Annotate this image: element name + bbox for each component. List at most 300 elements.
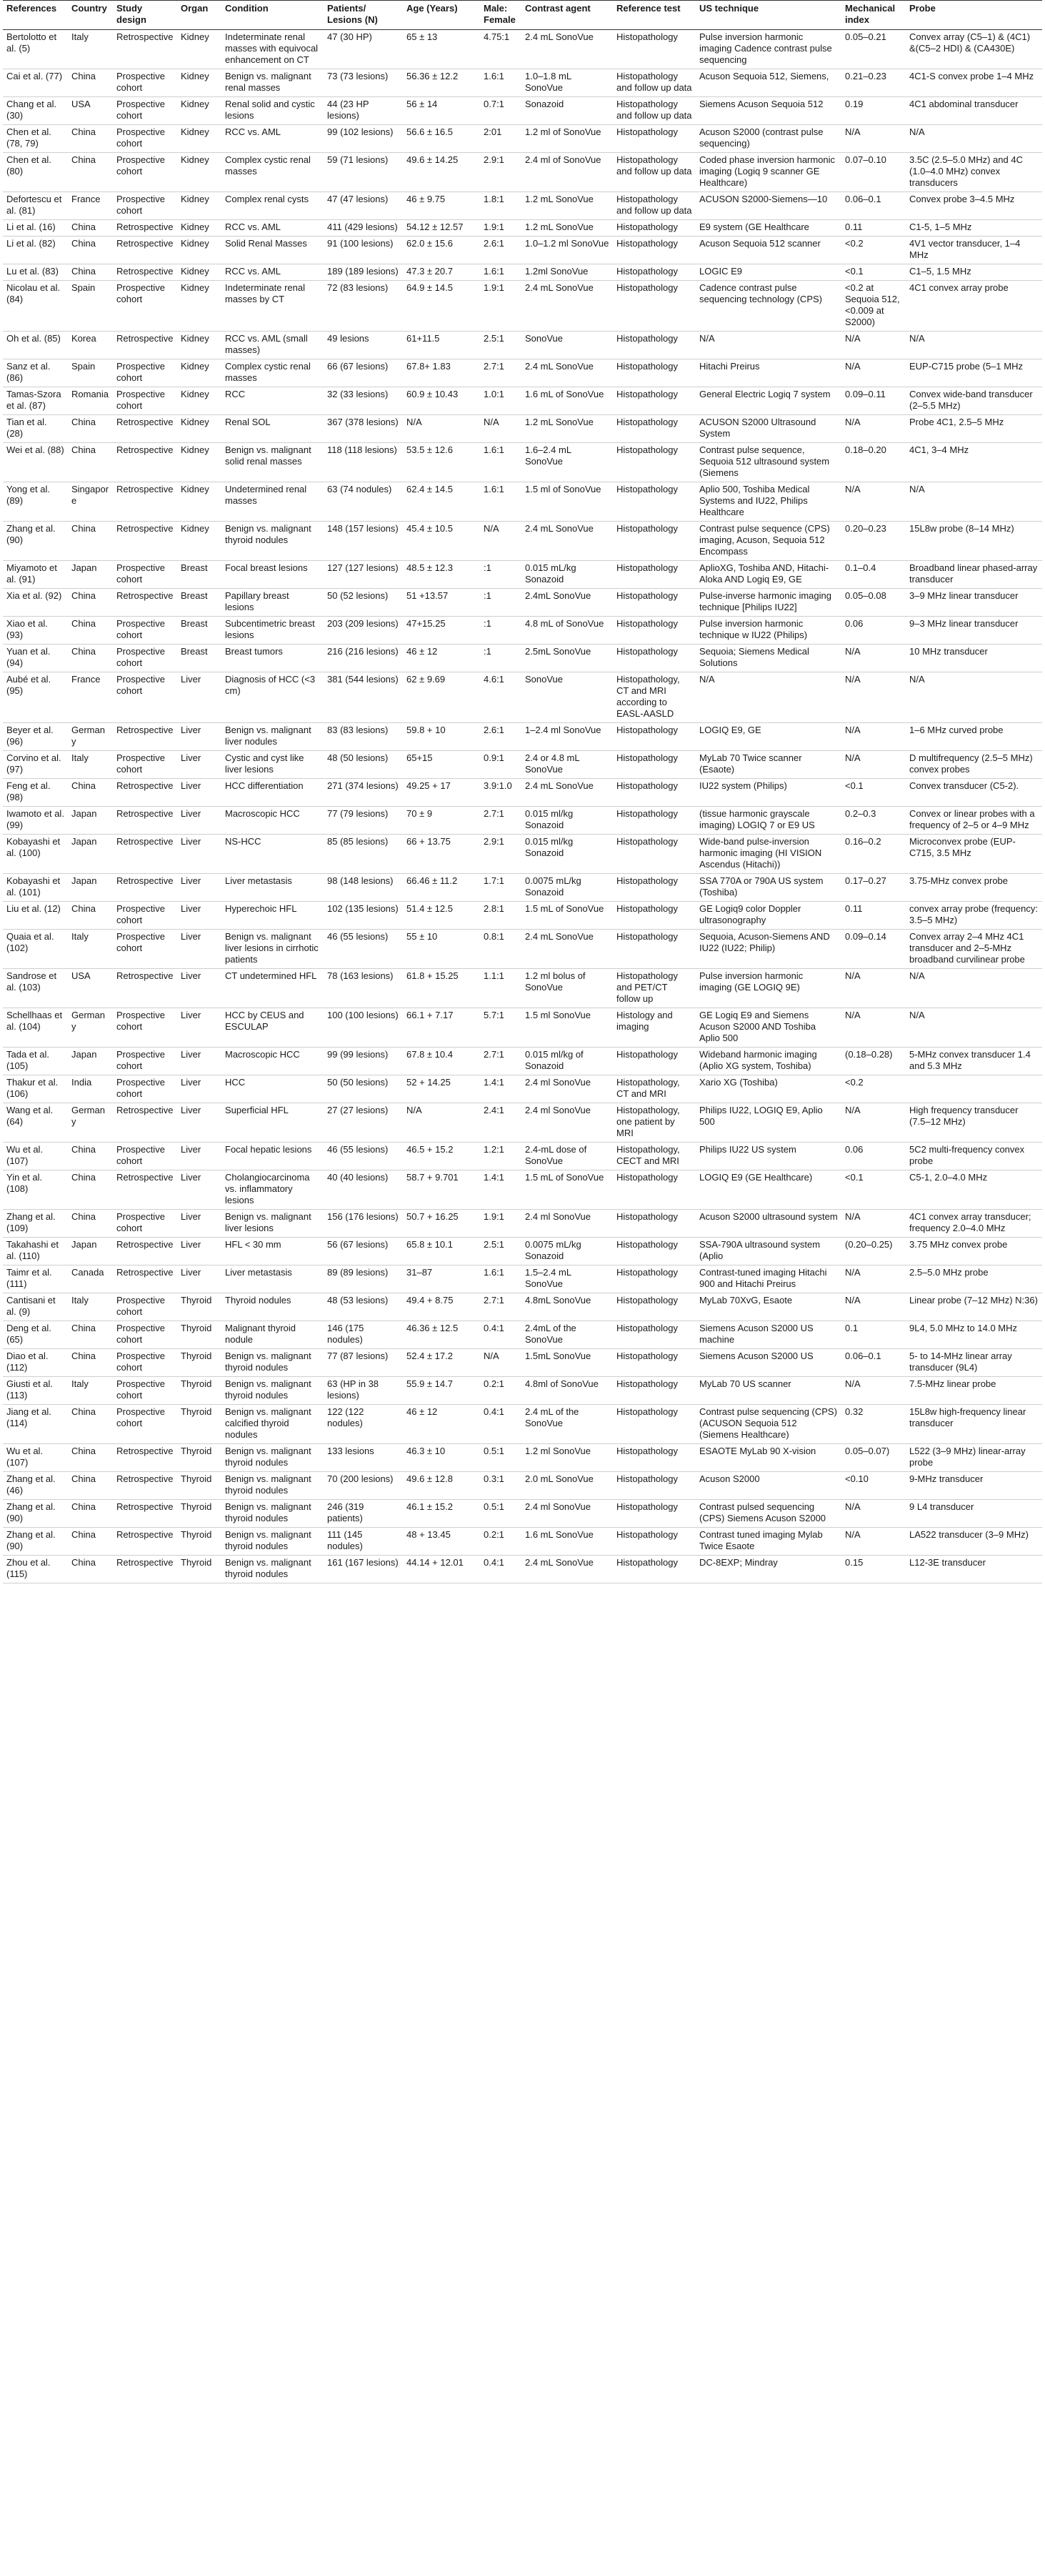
table-cell: Liver bbox=[177, 723, 221, 751]
table-row bbox=[3, 332, 1042, 359]
table-cell: Benign vs. malignant renal masses bbox=[221, 69, 324, 97]
table-cell: 2.5mL SonoVue bbox=[521, 645, 613, 672]
table-cell: Japan bbox=[68, 874, 113, 902]
table-cell: 49.4 + 8.75 bbox=[403, 1293, 480, 1321]
table-cell: 0.09–0.11 bbox=[841, 387, 906, 415]
table-cell: High frequency transducer (7.5–12 MHz) bbox=[906, 1103, 1042, 1143]
table-cell: 0.015 mL/kg Sonazoid bbox=[521, 561, 613, 589]
table-cell: Aplio 500, Toshiba Medical Systems and IU22, Philips Healthcare bbox=[696, 482, 841, 522]
table-cell: 2.4 mL SonoVue bbox=[521, 779, 613, 807]
table-cell: 70 ± 9 bbox=[403, 807, 480, 835]
table-cell: Liver bbox=[177, 807, 221, 835]
table-cell: France bbox=[68, 672, 113, 723]
table-cell: Histopathology bbox=[613, 237, 696, 264]
table-cell: Histopathology bbox=[613, 1293, 696, 1321]
table-cell: China bbox=[68, 69, 113, 97]
table-cell: Xiao et al. (93) bbox=[3, 617, 68, 645]
table-cell: 0.5:1 bbox=[480, 1500, 521, 1528]
table-cell: Probe 4C1, 2.5–5 MHz bbox=[906, 415, 1042, 443]
table-cell: Kidney bbox=[177, 125, 221, 153]
table-row bbox=[3, 561, 1042, 589]
table-cell: Kidney bbox=[177, 192, 221, 220]
table-cell: 4.8 mL of SonoVue bbox=[521, 617, 613, 645]
table-cell: Indeterminate renal masses with equivocal enhancement on CT bbox=[221, 30, 324, 69]
table-row bbox=[3, 1349, 1042, 1377]
table-cell: 3.9:1.0 bbox=[480, 779, 521, 807]
table-row bbox=[3, 387, 1042, 415]
table-cell: 56 ± 14 bbox=[403, 97, 480, 125]
table-cell: 99 (99 lesions) bbox=[324, 1048, 403, 1075]
table-cell: Retrospective bbox=[113, 332, 177, 359]
table-cell: China bbox=[68, 125, 113, 153]
table-cell: Histopathology bbox=[613, 1170, 696, 1210]
table-cell: 0.05–0.21 bbox=[841, 30, 906, 69]
table-cell: Prospective cohort bbox=[113, 1349, 177, 1377]
table-cell: Prospective cohort bbox=[113, 359, 177, 387]
table-cell: Philips IU22, LOGIQ E9, Aplio 500 bbox=[696, 1103, 841, 1143]
column-header: Organ bbox=[177, 1, 221, 30]
table-cell: 3.75-MHz convex probe bbox=[906, 874, 1042, 902]
column-header: Patients/ Lesions (N) bbox=[324, 1, 403, 30]
table-cell: Retrospective bbox=[113, 723, 177, 751]
table-cell: 1.2 mL SonoVue bbox=[521, 192, 613, 220]
table-cell: Spain bbox=[68, 359, 113, 387]
table-cell: 48.5 ± 12.3 bbox=[403, 561, 480, 589]
table-cell: Siemens Acuson Sequoia 512 bbox=[696, 97, 841, 125]
table-cell: 66 + 13.75 bbox=[403, 835, 480, 874]
table-cell: 98 (148 lesions) bbox=[324, 874, 403, 902]
table-cell: Liver bbox=[177, 1048, 221, 1075]
table-cell: Microconvex probe (EUP-C715, 3.5 MHz bbox=[906, 835, 1042, 874]
table-cell: 2.4 ml SonoVue bbox=[521, 1210, 613, 1238]
table-row bbox=[3, 1321, 1042, 1349]
table-cell: E9 system (GE Healthcare bbox=[696, 220, 841, 237]
table-cell: Histopathology bbox=[613, 874, 696, 902]
table-cell: 0.11 bbox=[841, 220, 906, 237]
table-cell: 1.8:1 bbox=[480, 192, 521, 220]
table-cell: N/A bbox=[841, 672, 906, 723]
table-cell: N/A bbox=[906, 672, 1042, 723]
table-cell: N/A bbox=[906, 1008, 1042, 1048]
table-cell: 60.9 ± 10.43 bbox=[403, 387, 480, 415]
table-cell: China bbox=[68, 237, 113, 264]
table-cell: Nicolau et al. (84) bbox=[3, 281, 68, 332]
table-row bbox=[3, 1265, 1042, 1293]
table-cell: 4C1, 3–4 MHz bbox=[906, 443, 1042, 482]
table-cell: L522 (3–9 MHz) linear-array probe bbox=[906, 1444, 1042, 1472]
table-cell: China bbox=[68, 1210, 113, 1238]
table-cell: N/A bbox=[841, 723, 906, 751]
table-row bbox=[3, 617, 1042, 645]
table-cell: Liver bbox=[177, 930, 221, 969]
table-row bbox=[3, 220, 1042, 237]
column-header: Mechanical index bbox=[841, 1, 906, 30]
table-cell: 45.4 ± 10.5 bbox=[403, 522, 480, 561]
table-cell: Histopathology bbox=[613, 1472, 696, 1500]
table-cell: China bbox=[68, 589, 113, 617]
table-cell: SSA-790A ultrasound system (Aplio bbox=[696, 1238, 841, 1265]
table-cell: N/A bbox=[841, 1265, 906, 1293]
table-row bbox=[3, 1210, 1042, 1238]
table-cell: Prospective cohort bbox=[113, 930, 177, 969]
table-cell: Acuson Sequoia 512, Siemens, bbox=[696, 69, 841, 97]
table-cell: Prospective cohort bbox=[113, 1405, 177, 1444]
table-cell: Cai et al. (77) bbox=[3, 69, 68, 97]
table-cell: 7.5-MHz linear probe bbox=[906, 1377, 1042, 1405]
table-cell: Histopathology bbox=[613, 125, 696, 153]
table-cell: 0.4:1 bbox=[480, 1321, 521, 1349]
table-row bbox=[3, 645, 1042, 672]
table-cell: Li et al. (16) bbox=[3, 220, 68, 237]
table-cell: Thyroid bbox=[177, 1377, 221, 1405]
table-cell: Prospective cohort bbox=[113, 902, 177, 930]
table-cell: Pulse-inverse harmonic imaging technique [Philips IU22] bbox=[696, 589, 841, 617]
table-row bbox=[3, 1293, 1042, 1321]
table-cell: Retrospective bbox=[113, 835, 177, 874]
table-cell: 47 (47 lesions) bbox=[324, 192, 403, 220]
table-cell: 1.9:1 bbox=[480, 1210, 521, 1238]
table-cell: Xia et al. (92) bbox=[3, 589, 68, 617]
table-cell: 216 (216 lesions) bbox=[324, 645, 403, 672]
table-cell: Kobayashi et al. (100) bbox=[3, 835, 68, 874]
table-cell: 189 (189 lesions) bbox=[324, 264, 403, 281]
table-cell: 46.3 ± 10 bbox=[403, 1444, 480, 1472]
table-cell: 2.6:1 bbox=[480, 237, 521, 264]
table-cell: Thyroid bbox=[177, 1444, 221, 1472]
table-cell: Histopathology bbox=[613, 1444, 696, 1472]
table-cell: HFL < 30 mm bbox=[221, 1238, 324, 1265]
table-row bbox=[3, 359, 1042, 387]
column-header: Male: Female bbox=[480, 1, 521, 30]
table-cell: China bbox=[68, 1472, 113, 1500]
table-cell: Acuson S2000 (contrast pulse sequencing) bbox=[696, 125, 841, 153]
table-row bbox=[3, 835, 1042, 874]
table-cell: 10 MHz transducer bbox=[906, 645, 1042, 672]
table-cell: 46 (55 lesions) bbox=[324, 930, 403, 969]
table-cell: Singapore bbox=[68, 482, 113, 522]
table-cell: Wang et al. (64) bbox=[3, 1103, 68, 1143]
table-cell: 65+15 bbox=[403, 751, 480, 779]
table-cell: 156 (176 lesions) bbox=[324, 1210, 403, 1238]
table-cell: Histopathology bbox=[613, 1265, 696, 1293]
table-cell: Zhang et al. (90) bbox=[3, 522, 68, 561]
table-cell: 47+15.25 bbox=[403, 617, 480, 645]
table-cell: Prospective cohort bbox=[113, 281, 177, 332]
table-cell: Benign vs. malignant thyroid nodules bbox=[221, 522, 324, 561]
table-cell: Retrospective bbox=[113, 1170, 177, 1210]
table-cell: 1.5mL SonoVue bbox=[521, 1349, 613, 1377]
table-cell: 2.6:1 bbox=[480, 723, 521, 751]
table-cell: N/A bbox=[906, 969, 1042, 1008]
table-cell: 246 (319 patients) bbox=[324, 1500, 403, 1528]
table-cell: N/A bbox=[696, 332, 841, 359]
table-cell: 122 (122 nodules) bbox=[324, 1405, 403, 1444]
table-cell: 2.7:1 bbox=[480, 1048, 521, 1075]
table-cell: <0.1 bbox=[841, 779, 906, 807]
table-cell: 5.7:1 bbox=[480, 1008, 521, 1048]
table-row bbox=[3, 1103, 1042, 1143]
table-cell: 49.6 ± 12.8 bbox=[403, 1472, 480, 1500]
table-cell: 99 (102 lesions) bbox=[324, 125, 403, 153]
table-cell: 1.2 mL SonoVue bbox=[521, 415, 613, 443]
table-cell: 0.06–0.1 bbox=[841, 1349, 906, 1377]
table-cell: 59.8 + 10 bbox=[403, 723, 480, 751]
table-header-row bbox=[3, 1, 1042, 30]
table-cell: Tian et al. (28) bbox=[3, 415, 68, 443]
table-cell: China bbox=[68, 443, 113, 482]
table-cell: Histopathology and follow up data bbox=[613, 192, 696, 220]
table-cell: Contrast pulse sequence (CPS) imaging, Acuson, Sequoia 512 Encompass bbox=[696, 522, 841, 561]
table-cell: 3.5C (2.5–5.0 MHz) and 4C (1.0–4.0 MHz) convex transducers bbox=[906, 153, 1042, 192]
table-cell: Benign vs. malignant thyroid nodules bbox=[221, 1500, 324, 1528]
table-cell: Deng et al. (65) bbox=[3, 1321, 68, 1349]
table-cell: Diagnosis of HCC (<3 cm) bbox=[221, 672, 324, 723]
table-cell: Prospective cohort bbox=[113, 1008, 177, 1048]
table-row bbox=[3, 237, 1042, 264]
table-cell: <0.1 bbox=[841, 1170, 906, 1210]
table-cell: RCC vs. AML bbox=[221, 220, 324, 237]
table-cell: China bbox=[68, 617, 113, 645]
table-cell: 46 ± 9.75 bbox=[403, 192, 480, 220]
table-cell: 1.1:1 bbox=[480, 969, 521, 1008]
table-cell: 56 (67 lesions) bbox=[324, 1238, 403, 1265]
table-cell: Histopathology, CECT and MRI bbox=[613, 1143, 696, 1170]
table-cell: 102 (135 lesions) bbox=[324, 902, 403, 930]
table-row bbox=[3, 264, 1042, 281]
table-cell: China bbox=[68, 415, 113, 443]
table-cell: 27 (27 lesions) bbox=[324, 1103, 403, 1143]
table-cell: Thyroid bbox=[177, 1405, 221, 1444]
table-cell: 55 ± 10 bbox=[403, 930, 480, 969]
table-cell: N/A bbox=[841, 1008, 906, 1048]
table-cell: 2.5:1 bbox=[480, 332, 521, 359]
table-cell: 46.36 ± 12.5 bbox=[403, 1321, 480, 1349]
table-cell: Spain bbox=[68, 281, 113, 332]
table-cell: 31–87 bbox=[403, 1265, 480, 1293]
table-cell: 0.19 bbox=[841, 97, 906, 125]
table-cell: Chen et al. (80) bbox=[3, 153, 68, 192]
table-cell: Diao et al. (112) bbox=[3, 1349, 68, 1377]
table-cell: 78 (163 lesions) bbox=[324, 969, 403, 1008]
table-cell: Liu et al. (12) bbox=[3, 902, 68, 930]
table-cell: Histopathology and follow up data bbox=[613, 69, 696, 97]
table-cell: Thyroid bbox=[177, 1528, 221, 1556]
table-cell: 1.2 ml SonoVue bbox=[521, 1444, 613, 1472]
table-row bbox=[3, 1143, 1042, 1170]
table-cell: Histopathology bbox=[613, 482, 696, 522]
table-cell: 4C1-S convex probe 1–4 MHz bbox=[906, 69, 1042, 97]
table-cell: Benign vs. malignant liver lesions in cirrhotic patients bbox=[221, 930, 324, 969]
table-cell: Miyamoto et al. (91) bbox=[3, 561, 68, 589]
table-cell: Papillary breast lesions bbox=[221, 589, 324, 617]
table-cell: GE Logiq E9 and Siemens Acuson S2000 AND Toshiba Aplio 500 bbox=[696, 1008, 841, 1048]
table-cell: Liver bbox=[177, 1008, 221, 1048]
table-cell: Liver bbox=[177, 1265, 221, 1293]
table-cell: Liver bbox=[177, 1075, 221, 1103]
table-row bbox=[3, 281, 1042, 332]
table-cell: 50.7 + 16.25 bbox=[403, 1210, 480, 1238]
table-cell: 2.4 ml SonoVue bbox=[521, 1500, 613, 1528]
table-cell: C1–5, 1.5 MHz bbox=[906, 264, 1042, 281]
table-cell: Benign vs. malignant thyroid nodules bbox=[221, 1444, 324, 1472]
table-cell: D multifrequency (2.5–5 MHz) convex probes bbox=[906, 751, 1042, 779]
table-cell: Liver bbox=[177, 902, 221, 930]
table-cell: Prospective cohort bbox=[113, 1321, 177, 1349]
table-cell: 0.3:1 bbox=[480, 1472, 521, 1500]
table-cell: Tamas-Szora et al. (87) bbox=[3, 387, 68, 415]
table-cell: 85 (85 lesions) bbox=[324, 835, 403, 874]
table-cell: Convex or linear probes with a frequency of 2–5 or 4–9 MHz bbox=[906, 807, 1042, 835]
table-cell: Kidney bbox=[177, 30, 221, 69]
table-row bbox=[3, 1500, 1042, 1528]
table-cell: ACUSON S2000-Siemens—10 bbox=[696, 192, 841, 220]
table-cell: Retrospective bbox=[113, 1528, 177, 1556]
table-cell: Thyroid bbox=[177, 1472, 221, 1500]
table-cell: (0.18–0.28) bbox=[841, 1048, 906, 1075]
table-cell: Acuson S2000 bbox=[696, 1472, 841, 1500]
table-cell: N/A bbox=[841, 1103, 906, 1143]
table-cell: GE Logiq9 color Doppler ultrasonography bbox=[696, 902, 841, 930]
table-cell: 15L8w probe (8–14 MHz) bbox=[906, 522, 1042, 561]
table-cell: 72 (83 lesions) bbox=[324, 281, 403, 332]
table-cell: Histology and imaging bbox=[613, 1008, 696, 1048]
table-cell: Focal hepatic lesions bbox=[221, 1143, 324, 1170]
table-cell: 381 (544 lesions) bbox=[324, 672, 403, 723]
table-cell: LOGIC E9 bbox=[696, 264, 841, 281]
table-cell: N/A bbox=[841, 415, 906, 443]
table-cell: Defortescu et al. (81) bbox=[3, 192, 68, 220]
table-cell: 15L8w high-frequency linear transducer bbox=[906, 1405, 1042, 1444]
table-cell: Prospective cohort bbox=[113, 1210, 177, 1238]
table-cell: 44 (23 HP lesions) bbox=[324, 97, 403, 125]
table-cell: 0.7:1 bbox=[480, 97, 521, 125]
table-cell: Korea bbox=[68, 332, 113, 359]
column-header: Study design bbox=[113, 1, 177, 30]
table-cell: China bbox=[68, 264, 113, 281]
table-cell: Prospective cohort bbox=[113, 69, 177, 97]
table-cell: Thyroid bbox=[177, 1556, 221, 1583]
table-cell: 1.2ml SonoVue bbox=[521, 264, 613, 281]
table-cell: DC-8EXP; Mindray bbox=[696, 1556, 841, 1583]
table-cell: Breast tumors bbox=[221, 645, 324, 672]
table-cell: Benign vs. malignant calcified thyroid nodules bbox=[221, 1405, 324, 1444]
table-cell: Benign vs. malignant thyroid nodules bbox=[221, 1528, 324, 1556]
table-cell: N/A bbox=[841, 359, 906, 387]
table-row bbox=[3, 874, 1042, 902]
table-cell: RCC vs. AML (small masses) bbox=[221, 332, 324, 359]
table-cell: Liver bbox=[177, 779, 221, 807]
table-cell: Prospective cohort bbox=[113, 125, 177, 153]
table-cell: 62.0 ± 15.6 bbox=[403, 237, 480, 264]
table-cell: 1.2 ml of SonoVue bbox=[521, 125, 613, 153]
table-cell: India bbox=[68, 1075, 113, 1103]
column-header: Contrast agent bbox=[521, 1, 613, 30]
table-cell: 1.9:1 bbox=[480, 281, 521, 332]
table-row bbox=[3, 807, 1042, 835]
table-cell: C1-5, 1–5 MHz bbox=[906, 220, 1042, 237]
table-cell: 5C2 multi-frequency convex probe bbox=[906, 1143, 1042, 1170]
table-cell: 48 + 13.45 bbox=[403, 1528, 480, 1556]
table-cell: (tissue harmonic grayscale imaging) LOGIQ 7 or E9 US bbox=[696, 807, 841, 835]
table-cell: Jiang et al. (114) bbox=[3, 1405, 68, 1444]
table-cell: 1.0–1.2 ml SonoVue bbox=[521, 237, 613, 264]
table-cell: Undetermined renal masses bbox=[221, 482, 324, 522]
table-cell: 46 ± 12 bbox=[403, 645, 480, 672]
table-cell: Hyperechoic HFL bbox=[221, 902, 324, 930]
table-cell: 0.4:1 bbox=[480, 1405, 521, 1444]
table-cell: Broadband linear phased-array transducer bbox=[906, 561, 1042, 589]
table-cell: 89 (89 lesions) bbox=[324, 1265, 403, 1293]
table-cell: 0.0075 mL/kg Sonazoid bbox=[521, 1238, 613, 1265]
column-header: Reference test bbox=[613, 1, 696, 30]
table-cell: Liver bbox=[177, 1238, 221, 1265]
table-cell: Liver bbox=[177, 1103, 221, 1143]
table-cell: 1.6 mL of SonoVue bbox=[521, 387, 613, 415]
table-row bbox=[3, 1405, 1042, 1444]
table-cell: 70 (200 lesions) bbox=[324, 1472, 403, 1500]
table-cell: 64.9 ± 14.5 bbox=[403, 281, 480, 332]
table-cell: Liver bbox=[177, 1170, 221, 1210]
table-cell: Liver bbox=[177, 672, 221, 723]
table-cell: Kidney bbox=[177, 522, 221, 561]
table-cell: Histopathology bbox=[613, 1377, 696, 1405]
table-cell: N/A bbox=[906, 125, 1042, 153]
table-cell: Retrospective bbox=[113, 30, 177, 69]
table-cell: 0.32 bbox=[841, 1405, 906, 1444]
table-cell: Germany bbox=[68, 1008, 113, 1048]
table-cell: <0.10 bbox=[841, 1472, 906, 1500]
table-cell: 0.17–0.27 bbox=[841, 874, 906, 902]
table-cell: Retrospective bbox=[113, 264, 177, 281]
table-cell: 1.6:1 bbox=[480, 264, 521, 281]
table-row bbox=[3, 415, 1042, 443]
table-cell: Feng et al. (98) bbox=[3, 779, 68, 807]
table-cell: Retrospective bbox=[113, 1444, 177, 1472]
table-cell: 65 ± 13 bbox=[403, 30, 480, 69]
table-cell: 62 ± 9.69 bbox=[403, 672, 480, 723]
table-cell: Convex probe 3–4.5 MHz bbox=[906, 192, 1042, 220]
table-cell: 4.6:1 bbox=[480, 672, 521, 723]
table-cell: Japan bbox=[68, 835, 113, 874]
table-cell: 46.1 ± 15.2 bbox=[403, 1500, 480, 1528]
table-cell: N/A bbox=[841, 1210, 906, 1238]
table-cell: 4.8ml of SonoVue bbox=[521, 1377, 613, 1405]
table-cell: RCC vs. AML bbox=[221, 264, 324, 281]
table-cell: China bbox=[68, 153, 113, 192]
table-cell: 91 (100 lesions) bbox=[324, 237, 403, 264]
table-cell: Histopathology bbox=[613, 902, 696, 930]
table-cell: 47 (30 HP) bbox=[324, 30, 403, 69]
table-cell bbox=[906, 1075, 1042, 1103]
table-cell: Chen et al. (78, 79) bbox=[3, 125, 68, 153]
table-cell: 2.5:1 bbox=[480, 1238, 521, 1265]
table-cell: Histopathology bbox=[613, 281, 696, 332]
table-cell: Beyer et al. (96) bbox=[3, 723, 68, 751]
table-cell: 61+11.5 bbox=[403, 332, 480, 359]
table-cell: Retrospective bbox=[113, 482, 177, 522]
table-cell: 2.4 mL SonoVue bbox=[521, 522, 613, 561]
column-header: Age (Years) bbox=[403, 1, 480, 30]
table-cell: 2.4 mL of the SonoVue bbox=[521, 1405, 613, 1444]
table-cell: Retrospective bbox=[113, 415, 177, 443]
table-cell: Malignant thyroid nodule bbox=[221, 1321, 324, 1349]
table-cell: Benign vs. malignant liver nodules bbox=[221, 723, 324, 751]
table-cell: convex array probe (frequency: 3.5–5 MHz) bbox=[906, 902, 1042, 930]
table-cell: Kidney bbox=[177, 359, 221, 387]
table-cell: 46.5 + 15.2 bbox=[403, 1143, 480, 1170]
table-cell: <0.2 at Sequoia 512, <0.009 at S2000) bbox=[841, 281, 906, 332]
table-cell: 146 (175 nodules) bbox=[324, 1321, 403, 1349]
